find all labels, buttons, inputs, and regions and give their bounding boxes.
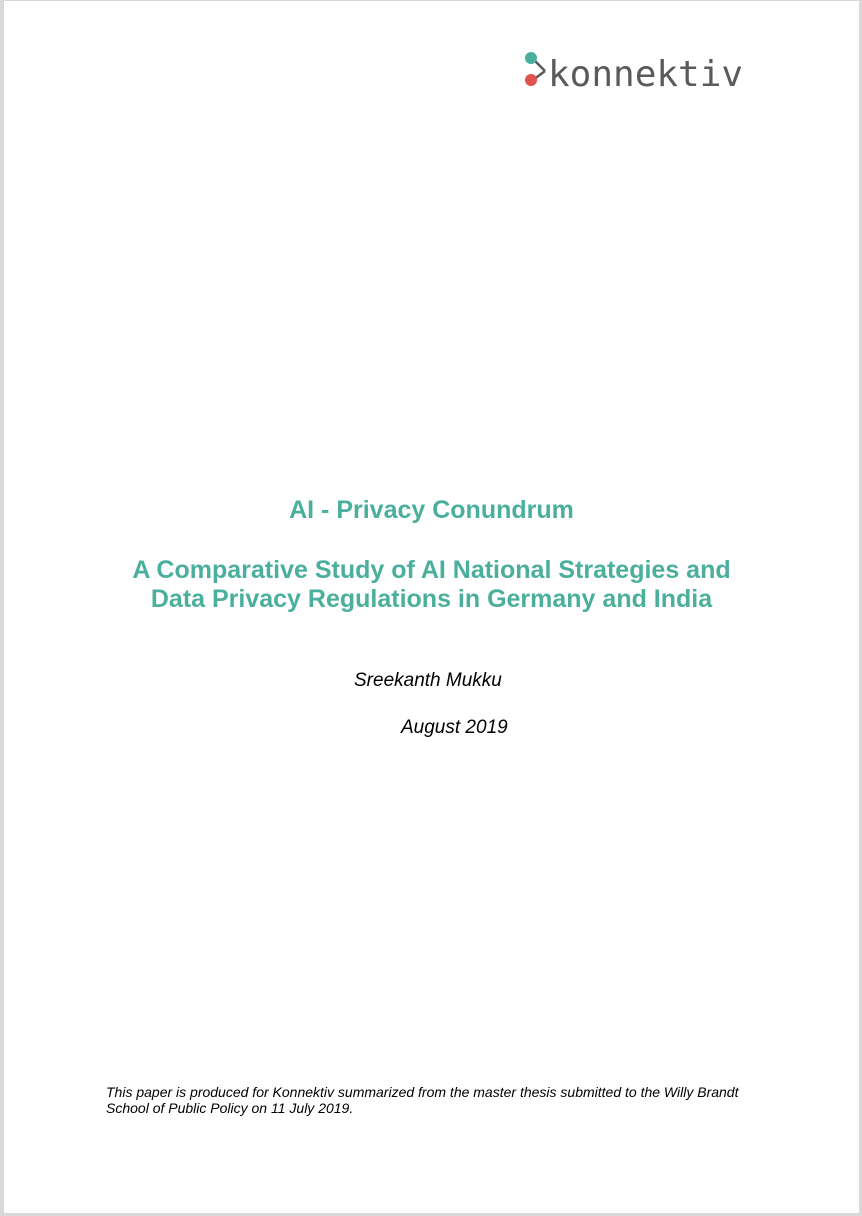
- footnote: This paper is produced for Konnektiv summarized from the master thesis submitted to the Willy Brandt School of Public Policy on 11 July 2019.: [106, 1084, 739, 1116]
- subtitle-line-2: Data Privacy Regulations in Germany and India: [150, 585, 713, 613]
- document-subtitle: [4, 556, 859, 614]
- logo-wordmark: konnektiv: [548, 54, 744, 95]
- publication-date: August 2019: [401, 717, 508, 738]
- author-name: Sreekanth Mukku: [354, 670, 502, 691]
- document-title: AI - Privacy Conundrum: [289, 496, 574, 524]
- subtitle-line-1: A Comparative Study of AI National Strategies and: [132, 556, 731, 584]
- document-page: [4, 1, 859, 1213]
- konnektiv-logo: [524, 49, 774, 101]
